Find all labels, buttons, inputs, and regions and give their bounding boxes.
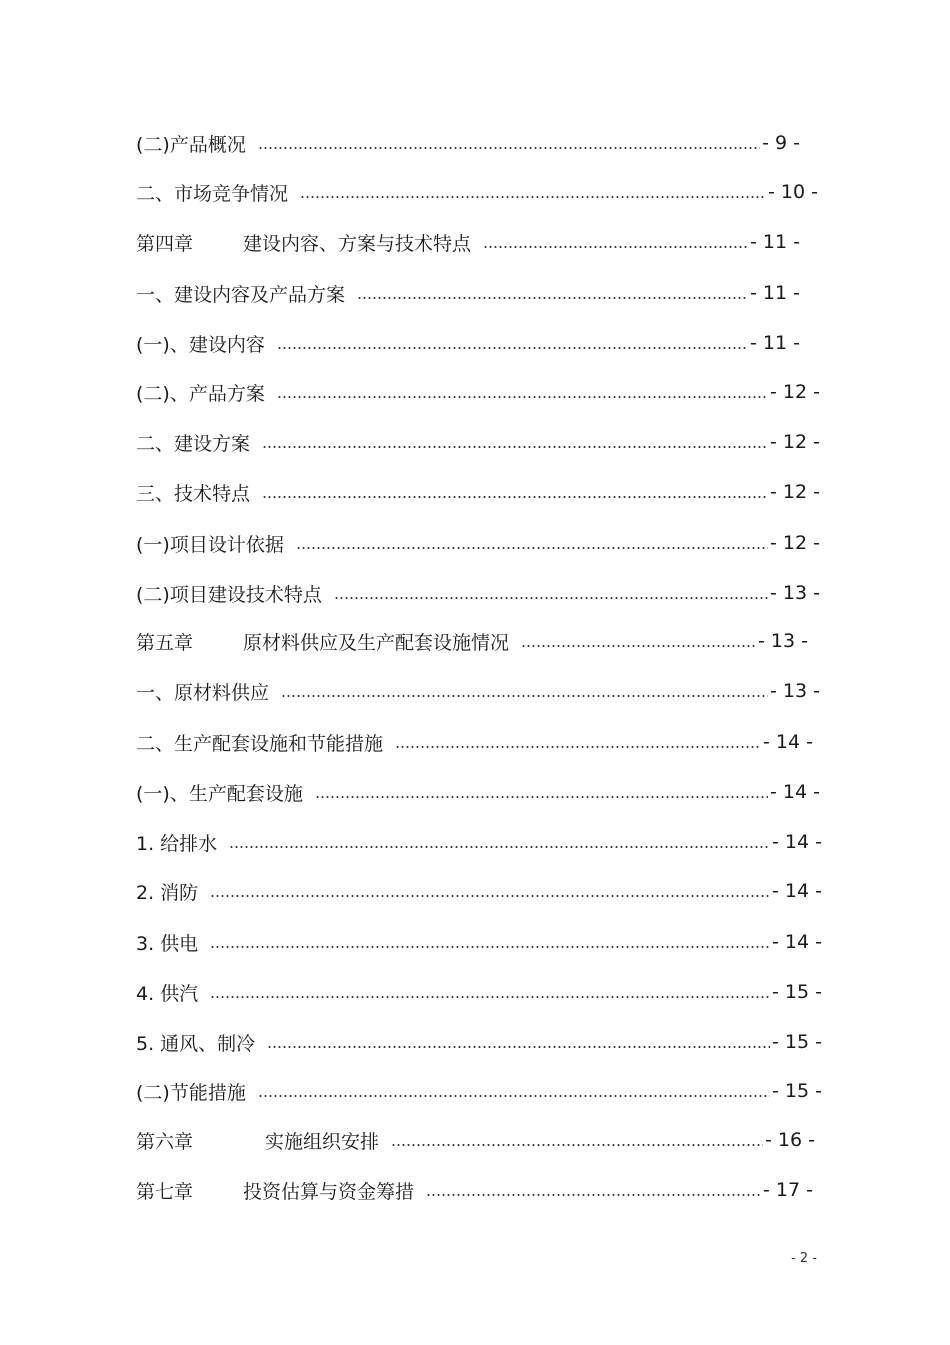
toc-entry[interactable] xyxy=(136,676,820,706)
toc-page-number: - 11 - xyxy=(750,282,800,304)
toc-label: 三、技术特点 xyxy=(136,482,251,505)
toc-page-number: - 12 - xyxy=(770,431,820,453)
toc-label: (二)产品概况 xyxy=(136,133,246,156)
toc-chapter-title: 建设内容、方案与技术特点 xyxy=(243,232,472,255)
toc-page-number: - 15 - xyxy=(772,1031,822,1053)
toc-leader-dots xyxy=(281,695,768,697)
toc-page-number: - 14 - xyxy=(772,831,822,853)
toc-label: 5. 通风、制冷 xyxy=(136,1032,256,1055)
toc-page-number: - 14 - xyxy=(770,781,820,803)
toc-entry[interactable] xyxy=(136,477,820,507)
toc-label: (一)、建设内容 xyxy=(136,333,265,356)
toc-page-number: - 12 - xyxy=(770,481,820,503)
toc-label: 一、原材料供应 xyxy=(136,681,270,704)
toc-label: 一、建设内容及产品方案 xyxy=(136,283,346,306)
toc-leader-dots xyxy=(296,547,768,549)
toc-entry[interactable] xyxy=(136,927,822,957)
toc-leader-dots xyxy=(229,846,770,848)
toc-entry[interactable] xyxy=(136,876,822,906)
toc-leader-dots xyxy=(521,645,756,647)
toc-entry[interactable] xyxy=(136,977,822,1007)
toc-chapter-entry[interactable] xyxy=(136,227,800,257)
toc-page-number: - 14 - xyxy=(772,931,822,953)
toc-page-number: - 10 - xyxy=(768,181,818,203)
toc-page-number: - 11 - xyxy=(750,231,800,253)
toc-page-number: - 13 - xyxy=(770,680,820,702)
toc-chapter-title: 投资估算与资金筹措 xyxy=(243,1180,415,1203)
toc-leader-dots xyxy=(395,746,761,748)
toc-leader-dots xyxy=(483,246,748,248)
toc-label xyxy=(136,1127,391,1154)
toc-page-number: - 13 - xyxy=(758,630,808,652)
toc-label: 二、生产配套设施和节能措施 xyxy=(136,732,384,755)
toc-chapter-number: 第四章 xyxy=(136,232,194,255)
toc-label xyxy=(136,1177,426,1204)
toc-chapter-entry[interactable] xyxy=(136,1125,815,1155)
toc-leader-dots xyxy=(262,446,768,448)
toc-page-number: - 14 - xyxy=(763,731,813,753)
toc-chapter-title: 实施组织安排 xyxy=(265,1130,380,1153)
toc-leader-dots xyxy=(267,1046,770,1048)
toc-page-number: - 17 - xyxy=(763,1179,813,1201)
toc-leader-dots xyxy=(258,147,760,149)
toc-chapter-number: 第七章 xyxy=(136,1180,194,1203)
toc-entry[interactable] xyxy=(136,1027,822,1057)
toc-page-number: - 15 - xyxy=(772,1080,822,1102)
toc-label: (二)、产品方案 xyxy=(136,382,265,405)
toc-entry[interactable] xyxy=(136,328,800,358)
toc-entry[interactable] xyxy=(136,427,820,457)
toc-leader-dots xyxy=(262,496,768,498)
toc-label: (一)、生产配套设施 xyxy=(136,782,303,805)
toc-leader-dots xyxy=(357,297,748,299)
toc-chapter-number: 第六章 xyxy=(136,1130,194,1153)
toc-page-number: - 15 - xyxy=(772,981,822,1003)
toc-leader-dots xyxy=(210,946,770,948)
toc-label: 二、建设方案 xyxy=(136,432,251,455)
toc-label: (一)项目设计依据 xyxy=(136,533,284,556)
toc-leader-dots xyxy=(391,1144,763,1146)
toc-chapter-number: 第五章 xyxy=(136,631,194,654)
toc-leader-dots xyxy=(277,347,748,349)
toc-leader-dots xyxy=(334,597,768,599)
toc-label: 1. 给排水 xyxy=(136,832,218,855)
toc-chapter-title: 原材料供应及生产配套设施情况 xyxy=(243,631,510,654)
toc-leader-dots xyxy=(258,1095,770,1097)
toc-chapter-entry[interactable] xyxy=(136,1175,813,1205)
toc-entry[interactable] xyxy=(136,128,800,158)
toc-page-number: - 11 - xyxy=(750,332,800,354)
toc-label: 4. 供汽 xyxy=(136,982,199,1005)
toc-label: (二)项目建设技术特点 xyxy=(136,583,322,606)
toc-page-number: - 14 - xyxy=(772,880,822,902)
toc-page-number: - 12 - xyxy=(770,381,820,403)
toc-page-number: - 9 - xyxy=(762,132,800,154)
toc-page-number: - 13 - xyxy=(770,582,820,604)
toc-entry[interactable] xyxy=(136,278,800,308)
toc-entry[interactable] xyxy=(136,777,820,807)
toc-entry[interactable] xyxy=(136,727,813,757)
toc-label: 2. 消防 xyxy=(136,881,199,904)
toc-leader-dots xyxy=(277,396,768,398)
toc-label: 3. 供电 xyxy=(136,932,199,955)
toc-entry[interactable] xyxy=(136,377,820,407)
toc-leader-dots xyxy=(210,895,770,897)
toc-leader-dots xyxy=(315,796,768,798)
toc-leader-dots xyxy=(210,996,770,998)
toc-label xyxy=(136,628,521,655)
toc-entry[interactable] xyxy=(136,528,820,558)
page-number-footer: - 2 - xyxy=(791,1251,817,1266)
toc-page-number: - 16 - xyxy=(765,1129,815,1151)
toc-chapter-entry[interactable] xyxy=(136,626,808,656)
toc-entry[interactable] xyxy=(136,578,820,608)
toc-label: 二、市场竞争情况 xyxy=(136,182,289,205)
toc-leader-dots xyxy=(426,1194,761,1196)
toc-entry[interactable] xyxy=(136,1076,822,1106)
toc-entry[interactable] xyxy=(136,827,822,857)
toc-label xyxy=(136,229,483,256)
toc-entry[interactable] xyxy=(136,177,818,207)
toc-page-number: - 12 - xyxy=(770,532,820,554)
toc-leader-dots xyxy=(300,196,766,198)
toc-label: (二)节能措施 xyxy=(136,1081,246,1104)
